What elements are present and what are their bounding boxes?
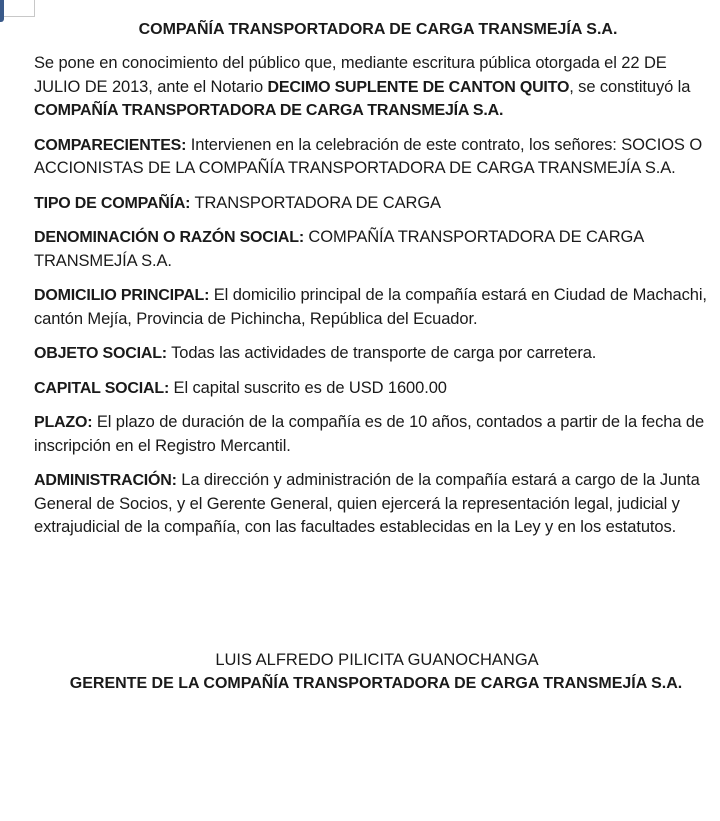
denominacion-text: COMPAÑÍA TRANSPORTADORA DE CARGA TRANSMEJÍA S.A.	[34, 228, 644, 270]
comparecientes-text: Intervienen en la celebración de este contrato, los señores: SOCIOS O ACCIONISTAS DE LA COMPAÑÍA TRANSPORTADORA DE CARGA TRANSMEJÍA S.A.	[34, 135, 703, 177]
comparecientes-label: COMPARECIENTES:	[34, 136, 187, 154]
signatory-role: GERENTE DE LA COMPAÑÍA TRANSPORTADORA DE CARGA TRANSMEJÍA S.A.	[69, 675, 683, 692]
plazo-section	[34, 411, 714, 458]
plazo-text: El plazo de duración de la compañía es de 10 años, contados a partir de la fecha de inscripción en el Registro Mercantil.	[34, 413, 705, 455]
capital-section	[34, 377, 714, 401]
domicilio-label: DOMICILIO PRINCIPAL:	[34, 287, 210, 304]
intro-paragraph	[34, 52, 714, 123]
signatory-name: LUIS ALFREDO PILICITA GUANOCHANGA	[215, 651, 539, 669]
administracion-label: ADMINISTRACIÓN:	[34, 472, 177, 489]
intro-text-b: , se constituyó la	[569, 77, 691, 96]
corner-frame	[0, 0, 35, 17]
administracion-section	[34, 469, 714, 540]
intro-company-name: COMPAÑÍA TRANSPORTADORA DE CARGA TRANSMEJÍA S.A.	[34, 102, 504, 119]
denominacion-section	[34, 226, 714, 273]
plazo-label: PLAZO:	[34, 414, 93, 431]
tipo-section	[34, 192, 714, 216]
intro-notary: DECIMO SUPLENTE DE CANTON QUITO	[267, 78, 570, 96]
domicilio-text: El domicilio principal de la compañía estará en Ciudad de Machachi, cantón Mejía, Provincia de Pichincha, República del Ecuador.	[34, 286, 707, 328]
objeto-section	[34, 342, 714, 366]
document-title: COMPAÑÍA TRANSPORTADORA DE CARGA TRANSMEJÍA S.A.	[138, 21, 618, 38]
denominacion-label: DENOMINACIÓN O RAZÓN SOCIAL:	[34, 229, 304, 246]
document-body	[34, 18, 714, 551]
objeto-text: Todas las actividades de transporte de carga por carretera.	[166, 344, 597, 362]
corner-accent	[0, 0, 4, 22]
tipo-text: TRANSPORTADORA DE CARGA	[190, 193, 441, 212]
signature-block	[0, 649, 720, 696]
administracion-text: La dirección y administración de la compañía estará a cargo de la Junta General de Socios, y el Gerente General, quien ejercerá la representación legal, judicial y extrajudicial de la compañía, con las facultades establecidas en la Ley y en los estatutos.	[34, 471, 700, 536]
tipo-label: TIPO DE COMPAÑÍA:	[34, 194, 191, 212]
intro-text-a: Se pone en conocimiento del público que, mediante escritura pública otorgada el 22 DE JULIO DE 2013, ante el Notario	[34, 54, 667, 96]
domicilio-section	[34, 284, 714, 331]
comparecientes-section	[34, 134, 714, 181]
capital-label: CAPITAL SOCIAL:	[34, 379, 170, 397]
capital-text: El capital suscrito es de USD 1600.00	[169, 378, 447, 397]
objeto-label: OBJETO SOCIAL:	[34, 345, 167, 362]
